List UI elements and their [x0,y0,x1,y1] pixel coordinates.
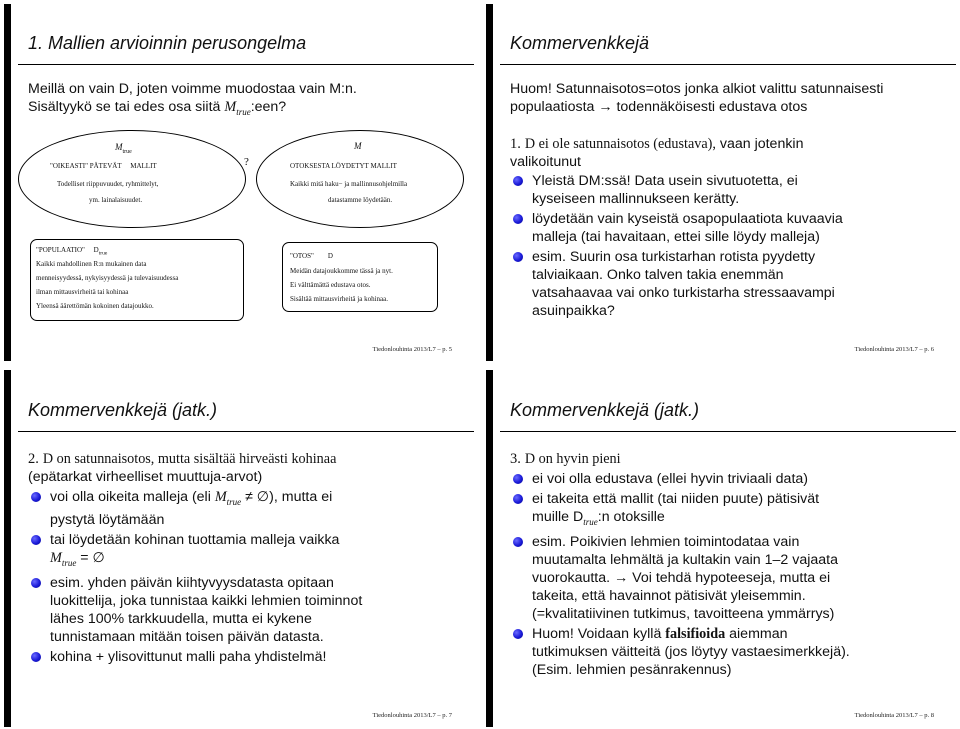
sample-desc-2: Ei välttämättä edustava otos. [290,281,371,289]
slide-bar [486,4,493,361]
bullet-item: kohina + ylisovittunut malli paha yhdistelmä! [28,648,460,666]
slide-5 [4,4,474,361]
bullet-item: tai löydetään kohinan tuottamia malleja vaikka $M_{true}$ = ∅ [28,531,460,572]
question-mark: ? [244,156,249,168]
title-rule [500,64,956,65]
bullet-item: Yleistä DM:ssä! Data usein sivutuotetta, ei kyseiseen mallinnukseen kerätty. [510,172,942,208]
bullet-dot-icon [31,492,41,502]
slide-footer: Tiedonlouhinta 2013/L7 – p. 6 [854,346,934,353]
sample-heading: "OTOS" D [290,252,333,260]
slide-title: Kommervenkkejä (jatk.) [28,400,218,420]
true-models-desc-2: ym. lainalaisuudet. [89,196,143,204]
slide-footer: Tiedonlouhinta 2013/L7 – p. 8 [854,712,934,719]
bullet-item: voi olla oikeita malleja (eli $M_{true}$ ≠ ∅), mutta ei pystytä löytämään [28,488,460,529]
bullet-dot-icon [31,652,41,662]
bullet-item: Huom! Voidaan kyllä falsifioida aiemman tutkimuksen väitteitä (jos löytyy vastaesimerkkejä). (Esim. lehmien pesänrakennus) [510,625,942,679]
population-heading: "POPULAATIO" $D_{true}$ [36,246,108,257]
intro-line-2: Sisältyykö se tai edes osa siitä $M_{true}:een$? [28,99,287,117]
note-line-1: Huom! Satunnaisotos=otos jonka alkiot valittu satunnaisesti [510,81,884,97]
slide-point [510,450,942,679]
sample-desc-3: Sisältää mittausvirheitä ja kohinaa. [290,295,388,303]
slide-bar [4,370,11,727]
intro-line-1: Meillä on vain D, joten voimme muodostaa vain M:n. [28,81,357,97]
slide-8 [486,370,956,727]
point-line-1: 3. D on hyvin pieni [510,451,621,467]
bullet-item: ei takeita että mallit (tai niiden puute) pätisivät muille $D_{true}:n$ otoksille [510,490,942,531]
bullet-dot-icon [513,214,523,224]
bullet-dot-icon [513,176,523,186]
found-models-desc-1: Kaikki mitä haku− ja mallinnusohjelmilla [290,180,408,188]
bullet-item: löydetään vain kyseistä osapopulaatiota kuvaavia malleja (tai havaitaan, ettei sille löydy malleja) [510,210,942,246]
point-line-2: valikoitunut [510,154,581,170]
title-rule [18,64,474,65]
slide-intro [28,80,460,121]
population-desc-3: ilman mittausvirheitä tai kohinaa [36,288,129,296]
bullet-dot-icon [513,494,523,504]
slide-footer: Tiedonlouhinta 2013/L7 – p. 7 [372,712,452,719]
m-true-label: $M_{true}$ [115,142,132,155]
slide-title: Kommervenkkejä (jatk.) [510,400,700,420]
slide-7 [4,370,474,727]
slide-point [510,135,942,320]
population-desc-1: Kaikki mahdollinen R:n mukainen data [36,260,147,268]
slide-title: 1. Mallien arvioinnin perusongelma [28,33,307,53]
slide-bar [486,370,493,727]
point-line-2: (epätarkat virheelliset muuttuja-arvot) [28,469,263,485]
bullet-dot-icon [513,629,523,639]
bullet-item: esim. Poikivien lehmien toimintodataa vain muutamalta lehmältä ja kultakin vain 1–2 vajaata vuorokautta. → Voi tehdä hypoteeseja, mutta ei takeita, että havainnot pätisivät yleisemmin. (=kvalitatiivinen tutkimus, tavoitteena ymmärrys) [510,533,942,623]
slide-bar [4,4,11,361]
found-models-heading: OTOKSESTA LÖYDETYT MALLIT [290,162,397,170]
bullet-item: esim. yhden päivän kiihtyvyysdatasta opitaan luokittelija, joka tunnistaa kaikki lehmien toiminnot lähes 100% tarkkuudella, mutta ei kykene tunnistamaan mitään toisen päivän datasta. [28,574,460,646]
true-models-ellipse [18,130,246,228]
title-rule [18,431,474,432]
true-models-heading: "OIKEASTI" PÄTEVÄT MALLIT [50,162,157,170]
bullet-dot-icon [513,537,523,547]
bullet-dot-icon [31,578,41,588]
point-line-1: 2. D on satunnaisotos, mutta sisältää hirveästi kohinaa [28,451,337,467]
bullet-dot-icon [513,252,523,262]
slide-6 [486,4,956,361]
slide-point [28,450,460,666]
population-desc-4: Yleensä äärettömän kokoinen datajoukko. [36,302,154,310]
m-label: M [354,141,362,151]
note-line-2: populaatiosta → todennäköisesti edustava otos [510,99,808,115]
sample-desc-1: Meidän datajoukkomme tässä ja nyt. [290,267,393,275]
true-models-desc-1: Todelliset riippuvuudet, ryhmittelyt, [57,180,159,188]
point-line-1: 1. D ei ole satunnaisotos (edustava), vaan jotenkin [510,136,804,152]
title-rule [500,431,956,432]
slide-footer: Tiedonlouhinta 2013/L7 – p. 5 [372,346,452,353]
bullet-dot-icon [513,474,523,484]
bullet-item: ei voi olla edustava (ellei hyvin triviaali data) [510,470,942,488]
population-desc-2: menneisyydessä, nykyisyydessä ja tulevaisuudessa [36,274,179,282]
bullet-dot-icon [31,535,41,545]
bullet-item: esim. Suurin osa turkistarhan rotista pyydetty talviaikaan. Onko talven takia enemmän vatsahaavaa vai onko turkistarha stressaavampi asuinpaikka? [510,248,942,320]
found-models-desc-2: datastamme löydetään. [328,196,393,204]
slide-title: Kommervenkkejä [510,33,650,53]
slide-note [510,80,942,116]
